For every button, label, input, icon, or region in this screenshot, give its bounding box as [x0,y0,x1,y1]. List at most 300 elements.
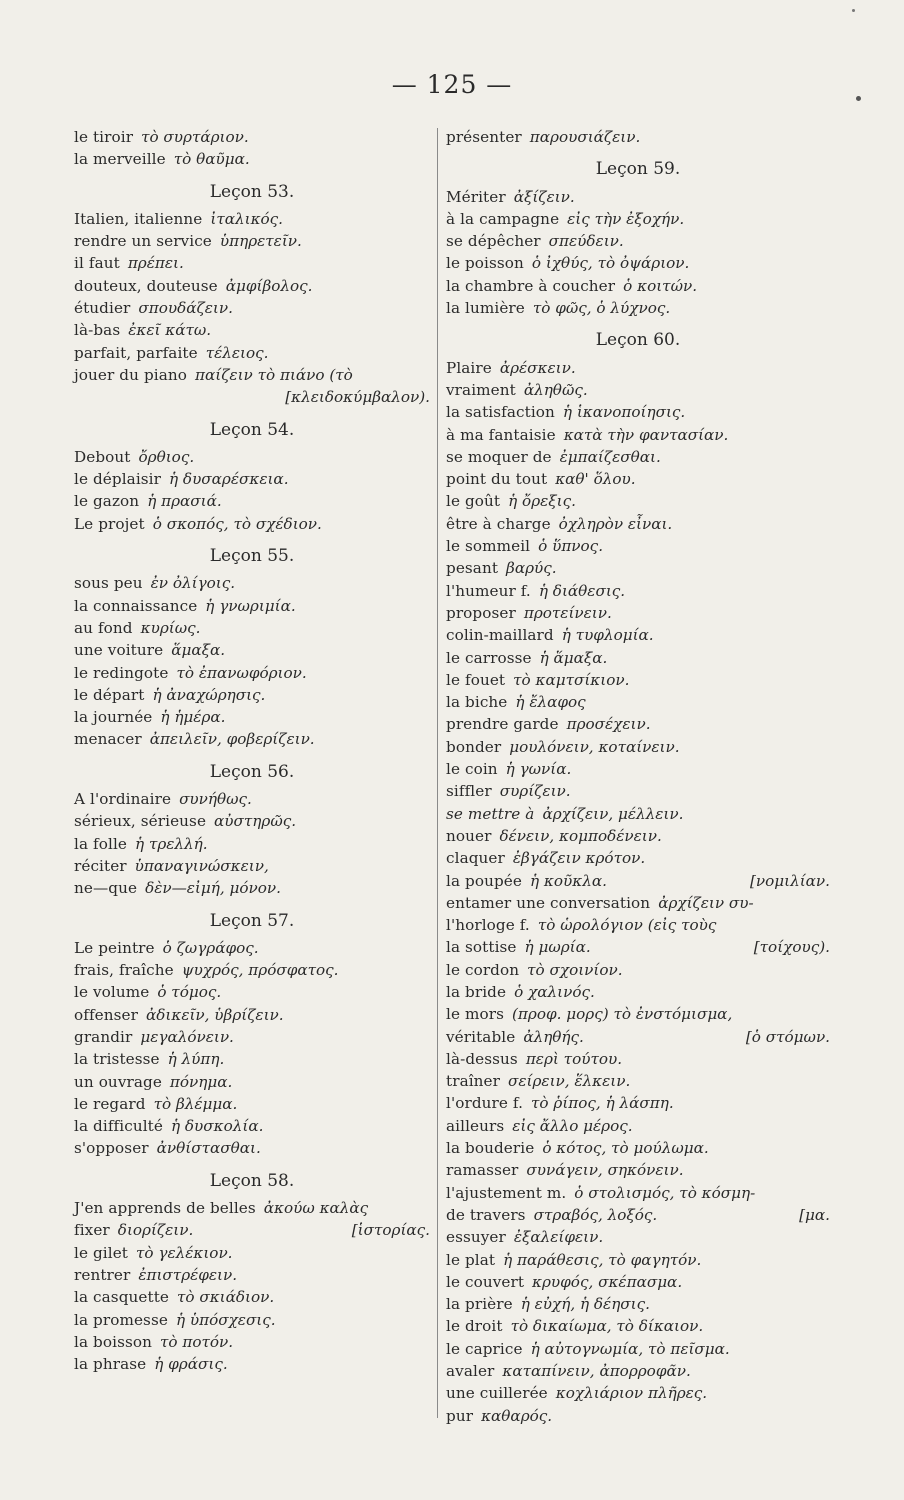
french-term: le gilet [74,1243,129,1262]
vocab-entry [446,1048,830,1070]
lesson-heading: Leçon 55. [209,546,295,567]
vocab-entry [74,275,430,297]
french-term: la merveille [74,150,166,169]
french-term: le sommeil [446,537,531,556]
greek-translation: προσέχειν. [566,715,651,734]
greek-translation: στραβός, λοξός. [533,1205,658,1224]
greek-translation: δένειν, κομποδένειν. [499,826,662,845]
vocab-entry [74,877,430,899]
greek-translation: ὁ κότος, τὸ μούλωμα. [542,1139,709,1158]
vocab-entry [74,572,430,594]
vocab-entry [74,1309,430,1331]
french-term: le cordon [446,960,520,979]
french-term: le départ [74,685,145,704]
french-term: l'ajustement m. [446,1183,567,1202]
greek-translation: ἡ γνωριμία. [205,596,296,615]
greek-translation: ἡ εὐχή, ἡ δέησις. [520,1295,650,1314]
vocab-entry [446,847,830,869]
greek-translation: πρέπει. [127,254,184,273]
french-term: sous peu [74,574,143,593]
french-term: traîner [446,1072,501,1091]
page-number: — 125 — [391,70,513,99]
vocab-entry [446,1204,830,1226]
vocab-entry [446,126,830,148]
vocab-entry [74,1219,430,1241]
french-term: véritable [446,1027,516,1046]
french-term: le caprice [446,1339,523,1358]
vocab-entry [446,230,830,252]
vocab-entry [74,662,430,684]
french-term: la bouderie [446,1139,535,1158]
greek-translation: ἀδικεῖν, ὑβρίζειν. [146,1005,284,1024]
vocab-entry [74,1331,430,1353]
vocab-entry [446,186,830,208]
french-term: se moquer de [446,447,552,466]
vocab-entry [446,401,830,423]
french-term: le regard [74,1094,146,1113]
french-term: Italien, italienne [74,209,203,228]
french-term: réciter [74,856,127,875]
vocab-entry [446,1315,830,1337]
greek-translation: αὐστηρῶς. [214,812,297,831]
speck [852,9,855,12]
greek-translation: ἡ ὑπόσχεσις. [175,1310,276,1329]
vocab-entry [446,1293,830,1315]
vocab-entry [74,981,430,1003]
vocab-entry [446,936,830,958]
greek-translation: ἀνθίστασθαι. [156,1139,261,1158]
vocab-entry [74,617,430,639]
vocab-entry [446,446,830,468]
vocab-entry [74,684,430,706]
french-term: avaler [446,1362,495,1381]
french-term: colin-maillard [446,626,554,645]
vocab-entry [74,386,430,408]
vocab-entry [74,297,430,319]
french-term: entamer une conversation [446,893,651,912]
greek-translation: ἡ δυσκολία. [170,1117,264,1136]
greek-translation: παίζειν τὸ πιάνο (τὸ [195,365,353,384]
french-term: douteux, douteuse [74,276,218,295]
french-term: grandir [74,1027,133,1046]
greek-translation: ἡ κοῦκλα. [530,871,607,890]
french-term: Debout [74,447,131,466]
greek-translation: ὀχληρὸν εἶναι. [558,514,673,533]
vocab-entry [74,1115,430,1137]
vocab-entry [74,1286,430,1308]
vocab-entry [74,1353,430,1375]
french-term: point du tout [446,470,548,489]
lesson-heading: Leçon 56. [209,761,295,782]
lesson-heading: Leçon 60. [595,330,681,351]
greek-translation: ἡ δυσαρέσκεια. [169,470,289,489]
greek-translation: τὸ ποτόν. [159,1332,234,1351]
vocab-entry [446,647,830,669]
french-term: le plat [446,1250,496,1269]
vocab-entry [446,1226,830,1248]
vocab-entry [446,468,830,490]
greek-translation: προτείνειν. [523,603,612,622]
vocab-entry [446,1360,830,1382]
vocab-entry [74,1026,430,1048]
french-term: la phrase [74,1355,147,1374]
vocab-entry [74,1048,430,1070]
french-term: parfait, parfaite [74,343,198,362]
greek-translation: τὸ φῶς, ὁ λύχνος. [532,299,671,318]
greek-translation: ἡ ἱκανοποίησις. [562,403,686,422]
french-term: frais, fraîche [74,961,174,980]
greek-translation: ἡ γωνία. [505,760,572,779]
continuation-fragment: [ἱστορίας. [351,1221,430,1240]
vocab-entry [74,490,430,512]
french-term: la tristesse [74,1050,160,1069]
greek-translation: τὸ θαῦμα. [173,150,250,169]
vocab-entry [446,535,830,557]
vocab-entry [446,624,830,646]
french-term: la biche [446,693,508,712]
greek-translation: πόνημα. [169,1072,233,1091]
french-term: l'ordure f. [446,1094,524,1113]
french-term: claquer [446,849,505,868]
french-term: la prière [446,1295,513,1314]
french-term: la lumière [446,299,525,318]
french-term: bonder [446,737,502,756]
greek-translation: μουλόνειν, κοταίνειν. [509,737,680,756]
french-term: ramasser [446,1161,519,1180]
greek-translation: [κλειδοκύμβαλον). [285,388,430,407]
vocab-entry [446,1405,830,1427]
french-term: proposer [446,603,516,622]
greek-translation: ἐν ὀλίγοις. [150,574,236,593]
french-term: menacer [74,730,142,749]
french-term: prendre garde [446,715,559,734]
greek-translation: συνήθως. [179,790,252,809]
greek-translation: ἀρέσκειν. [499,358,576,377]
french-term: le fouet [446,670,506,689]
greek-translation: ἡ φράσις. [154,1355,228,1374]
french-term: la poupée [446,871,522,890]
vocab-entry [74,364,430,386]
vocab-entry [446,1137,830,1159]
french-term: l'humeur f. [446,581,531,600]
greek-translation: ἡ πρασιά. [147,492,222,511]
vocab-entry [446,1159,830,1181]
french-term: le mors [446,1005,504,1024]
french-term: fixer [74,1221,110,1240]
vocab-entry [446,1026,830,1048]
greek-translation: ἡ λύπη. [167,1050,225,1069]
vocab-entry [74,126,430,148]
french-term: il faut [74,254,120,273]
greek-translation: ἐβγάζειν κρότον. [512,849,646,868]
vocab-entry [74,959,430,981]
greek-translation: ὁ ἰχθύς, τὸ ὀψάριον. [531,254,690,273]
greek-translation: ὑπηρετεῖν. [219,232,302,251]
vocab-entry [74,252,430,274]
vocab-entry [446,914,830,936]
vocab-entry [446,1338,830,1360]
french-term: être à charge [446,514,551,533]
greek-translation: ἀληθῶς. [523,380,588,399]
greek-translation: ὁ ζωγράφος. [162,938,259,957]
lesson-heading: Leçon 57. [209,910,295,931]
greek-translation: ἀμφίβολος. [225,276,313,295]
french-term: le coin [446,760,498,779]
french-term: Plaire [446,358,492,377]
greek-translation: ἡ αὐτογνωμία, τὸ πεῖσμα. [530,1339,730,1358]
vocab-entry [446,691,830,713]
greek-translation: ἡ τυφλομία. [561,626,654,645]
french-term: la sottise [446,938,517,957]
greek-translation: σπουδάζειν. [138,299,233,318]
vocab-entry [446,297,830,319]
french-term: à ma fantaisie [446,425,556,444]
vocab-entry [446,557,830,579]
vocab-entry [74,1093,430,1115]
vocab-entry [446,1382,830,1404]
greek-translation: τὸ γελέκιον. [136,1243,233,1262]
french-term: présenter [446,128,522,146]
greek-translation: τὸ σχοινίον. [527,960,623,979]
french-term: au fond [74,618,133,637]
french-term: ne—que [74,879,138,898]
french-term: l'horloge f. [446,916,530,935]
greek-translation: ψυχρός, πρόσφατος. [181,961,339,980]
french-term: ailleurs [446,1116,505,1135]
french-term: étudier [74,299,131,318]
vocab-entry [74,1197,430,1219]
greek-translation: σπεύδειν. [548,232,624,251]
french-term: le goût [446,492,501,511]
french-term: le droit [446,1317,503,1336]
greek-translation: ἀκούω καλὰς [263,1199,369,1218]
french-term: là-bas [74,321,121,340]
french-term: A l'ordinaire [74,790,172,809]
greek-translation: παρουσιάζειν. [529,128,641,146]
french-term: rendre un service [74,232,212,251]
vocab-entry [74,595,430,617]
greek-translation: τὸ δικαίωμα, τὸ δίκαιον. [510,1317,704,1336]
greek-translation: εἰς τὴν ἐξοχήν. [567,209,685,228]
french-term: une cuillerée [446,1384,548,1403]
french-term: la casquette [74,1288,169,1307]
vocab-entry [74,148,430,170]
greek-translation: τὸ ἐπανωφόριον. [176,663,307,682]
greek-translation: ἅμαξα. [171,641,226,660]
lesson-heading: Leçon 59. [595,159,681,180]
greek-translation: βαρύς. [506,559,557,578]
greek-translation: ἰταλικός. [210,209,284,228]
french-term: pesant [446,559,499,578]
french-term: rentrer [74,1265,131,1284]
french-term: à la campagne [446,209,560,228]
french-term: siffler [446,782,492,801]
left-column [74,126,430,1375]
french-term: la connaissance [74,596,198,615]
french-term: le déplaisir [74,470,161,489]
greek-translation: τὸ καμτσίκιον. [513,670,630,689]
lesson-heading: Leçon 54. [209,419,295,440]
french-term: vraiment [446,380,516,399]
vocab-entry [446,803,830,825]
vocab-entry [74,810,430,832]
vocab-entry [74,513,430,535]
french-term: se mettre à [446,804,535,823]
french-term: s'opposer [74,1139,149,1158]
greek-translation: ἀληθής. [523,1027,584,1046]
greek-translation: ὁ χαλινός. [514,982,595,1001]
french-term: la chambre à coucher [446,276,616,295]
greek-translation: κρυφός, σκέπασμα. [532,1272,683,1291]
vocab-entry [74,1004,430,1026]
vocab-entry [74,208,430,230]
vocab-entry [74,788,430,810]
french-term: sérieux, sérieuse [74,812,207,831]
vocab-entry [446,379,830,401]
vocab-entry [446,1249,830,1271]
greek-translation: κοχλιάριον πλῆρες. [555,1384,708,1403]
french-term: jouer du piano [74,365,187,384]
greek-translation: ἐπιστρέφειν. [138,1265,238,1284]
greek-translation: περὶ τούτου. [525,1049,623,1068]
vocab-entry [74,1137,430,1159]
greek-translation: ὁ κοιτών. [623,276,698,295]
greek-translation: τὸ ὡρολόγιον (εἰς τοὺς [537,916,717,935]
continuation-fragment: [μα. [799,1205,830,1224]
french-term: une voiture [74,641,164,660]
vocab-entry [446,1070,830,1092]
greek-translation: καθ' ὅλου. [555,470,636,489]
greek-translation: ἀπειλεῖν, φοβερίζειν. [149,730,315,749]
greek-translation: συνάγειν, σηκόνειν. [526,1161,684,1180]
vocab-entry [446,1182,830,1204]
french-term: de travers [446,1205,526,1224]
vocab-entry [446,713,830,735]
french-term: le couvert [446,1272,525,1291]
greek-translation: ἡ ἔλαφος [515,693,586,712]
greek-translation: μεγαλόνειν. [140,1027,234,1046]
vocab-entry [446,513,830,535]
greek-translation: καταπίνειν, ἀπορροφᾶν. [502,1362,691,1381]
greek-translation: ἀρχίζειν, μέλλειν. [542,804,684,823]
french-term: la folle [74,834,128,853]
french-term: le poisson [446,254,524,273]
greek-translation: (προφ. μορς) τὸ ἐνστόμισμα, [511,1005,733,1024]
french-term: se dépêcher [446,232,541,251]
greek-translation: ὁ σκοπός, τὸ σχέδιον. [152,514,322,533]
vocab-entry [446,981,830,1003]
greek-translation: ἀξίζειν. [513,187,575,206]
greek-translation: ἡ μωρία. [524,938,591,957]
vocab-entry [446,357,830,379]
vocab-entry [74,855,430,877]
vocab-entry [74,1242,430,1264]
vocab-entry [446,758,830,780]
vocab-entry [446,825,830,847]
french-term: essuyer [446,1228,506,1247]
right-column [446,126,830,1427]
vocab-entry [74,833,430,855]
greek-translation: καθαρός. [481,1406,553,1425]
french-term: Le peintre [74,938,155,957]
greek-translation: κυρίως. [140,618,201,637]
greek-translation: ἐκεῖ κάτω. [128,321,212,340]
french-term: la difficulté [74,1117,163,1136]
vocab-entry [446,1003,830,1025]
vocab-entry [74,1071,430,1093]
greek-translation: ἡ διάθεσις. [538,581,626,600]
greek-translation: διορίζειν. [117,1221,194,1240]
vocab-entry [446,1115,830,1137]
vocab-entry [446,275,830,297]
greek-translation: τὸ βλέμμα. [153,1094,238,1113]
french-term: là-dessus [446,1049,518,1068]
french-term: J'en apprends de belles [74,1199,256,1218]
french-term: le tiroir [74,128,134,146]
vocab-entry [74,468,430,490]
continuation-fragment: [ὁ στόμων. [745,1027,830,1046]
greek-translation: ἀρχίζειν συ- [658,893,754,912]
french-term: Mériter [446,187,506,206]
vocab-entry [74,1264,430,1286]
greek-translation: ἡ τρελλή. [135,834,208,853]
greek-translation: κατὰ τὴν φαντασίαν. [563,425,729,444]
greek-translation: ἐμπαίζεσθαι. [559,447,661,466]
greek-translation: τὸ ῥίπος, ἡ λάσπη. [531,1094,674,1113]
vocab-entry [74,706,430,728]
french-term: nouer [446,826,492,845]
greek-translation: ὑπαναγινώσκειν, [134,856,269,875]
vocab-entry [446,959,830,981]
french-term: la boisson [74,1332,152,1351]
french-term: le gazon [74,492,140,511]
vocab-entry [74,639,430,661]
vocab-entry [446,252,830,274]
vocab-entry [74,728,430,750]
french-term: le redingote [74,663,169,682]
french-term: la satisfaction [446,403,555,422]
greek-translation: ἡ ἅμαξα. [539,648,608,667]
vocab-entry [446,669,830,691]
column-divider [437,128,438,1418]
continuation-fragment: [τοίχους). [753,938,830,957]
greek-translation: ὁ τόμος. [157,983,222,1002]
greek-translation: ἐξαλείφειν. [513,1228,604,1247]
vocab-entry [446,208,830,230]
french-term: le carrosse [446,648,532,667]
greek-translation: συρίζειν. [499,782,571,801]
vocab-entry [446,490,830,512]
greek-translation: τὸ συρτάριον. [141,128,249,146]
vocab-entry [74,342,430,364]
lesson-heading: Leçon 58. [209,1170,295,1191]
speck [856,96,861,101]
vocab-entry [446,780,830,802]
vocab-entry [446,1092,830,1114]
french-term: le volume [74,983,150,1002]
greek-translation: ἡ ἡμέρα. [160,708,226,727]
vocab-entry [74,937,430,959]
vocab-entry [446,602,830,624]
vocab-entry [446,1271,830,1293]
greek-translation: ὄρθιος. [138,447,195,466]
greek-translation: σείρειν, ἕλκειν. [508,1072,631,1091]
greek-translation: τὸ σκιάδιον. [176,1288,275,1307]
french-term: Le projet [74,514,145,533]
french-term: la promesse [74,1310,168,1329]
french-term: la journée [74,708,153,727]
continuation-fragment: [νομιλίαν. [749,871,830,890]
